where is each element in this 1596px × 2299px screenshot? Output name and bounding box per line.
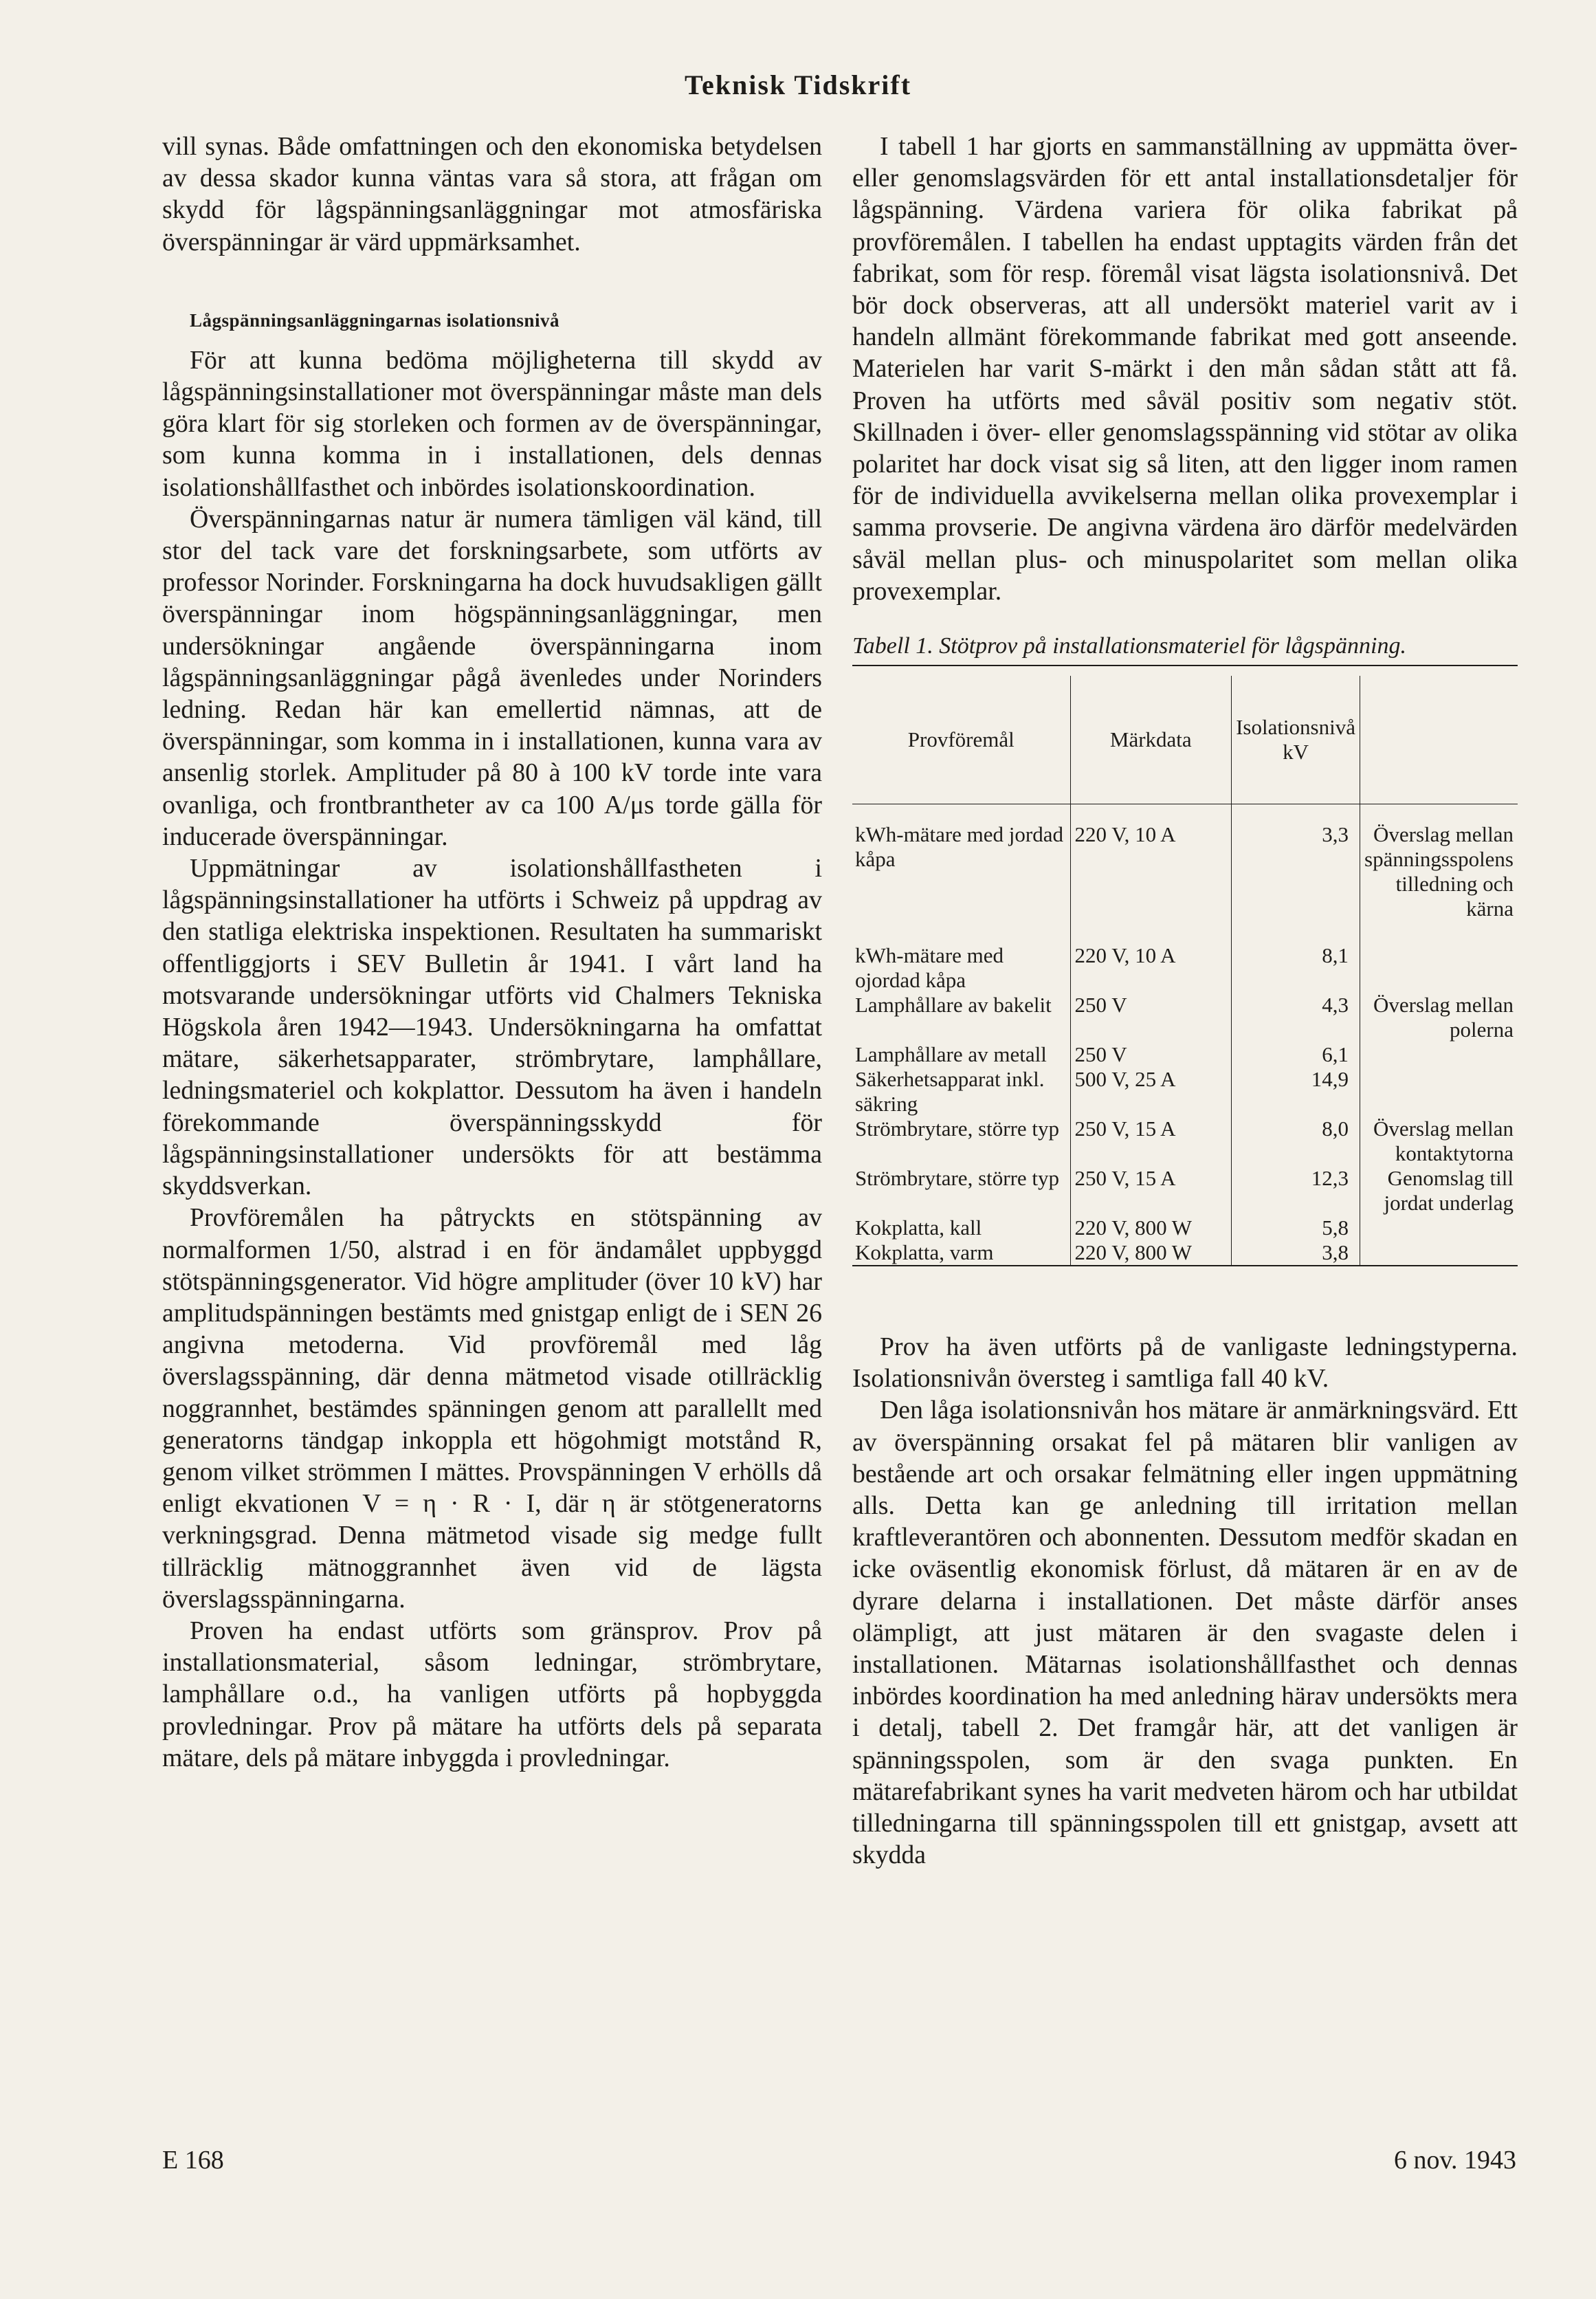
column-header: Provföremål <box>852 676 1070 804</box>
cell-note <box>1360 1042 1518 1067</box>
table-row <box>852 1216 1518 1240</box>
paragraph: Överspänningarnas natur är numera tämligen väl känd, till stor del tack vare det forskningsarbete, som utförts av professor Norinder. Forskningarna ha dock huvudsakligen gällt överspänningar inom högspänningsanläggningar, men undersökningar angående överspänningarna inom lågspänningsanläggningar pågå ävenledes under Norinders ledning. Redan här kan emellertid nämnas, att de överspänningar, som komma in i installationen, kunna vara av ansenlig storlek. Amplituder på 80 à 100 kV torde inte vara ovanliga, och frontbrantheter av ca 100 A/μs torde gälla för inducerade överspänningar. <box>162 504 822 851</box>
cell-object: Lamphållare av bakelit <box>855 993 1052 1018</box>
cell-level: 3,3 <box>1232 804 1360 922</box>
journal-title: Teknisk Tidskrift <box>684 69 912 100</box>
cell-object: Strömbrytare, större typ <box>855 1166 1060 1191</box>
cell-object: kWh-mätare med jordad kåpa <box>855 822 1063 872</box>
cell-rating: 220 V, 800 W <box>1070 1240 1232 1266</box>
table-row <box>852 993 1518 1042</box>
paragraph: I tabell 1 har gjorts en sammanställning av uppmätta över- eller genomslagsvärden för ett antal installationsdetaljer för lågspänning. Värdena variera för olika fabrikat på provföremålen. I tabellen ha endast upptagits värden från det fabrikat, som för resp. föremål visat lägsta isolationsnivå. Det bör dock observeras, att all undersökt materiel varit av i handeln allmänt förekommande fabrikat med gott anseende. Materielen har varit S-märkt i den mån sådan stått att få. Proven ha utförts med såväl positiv som negativ stöt. Skillnaden i över- eller genomslagsspänning vid stötar av olika polaritet har dock visat sig så liten, att den ligger inom ramen för de individuella avvikelserna mellan olika provexemplar i samma provserie. De angivna värdena äro därför medelvärden såväl mellan plus- och minuspolaritet som mellan olika provexemplar. <box>852 132 1518 606</box>
section-heading: Lågspänningsanläggningarnas isolationsnivå <box>190 309 559 331</box>
cell-note: Överslag mellan kontaktytorna <box>1360 1116 1518 1166</box>
right-column <box>852 131 1518 1871</box>
cell-level: 5,8 <box>1232 1216 1360 1240</box>
cell-level: 6,1 <box>1232 1042 1360 1067</box>
cell-rating: 220 V, 10 A <box>1070 804 1232 922</box>
cell-rating: 250 V, 15 A <box>1070 1116 1232 1166</box>
cell-level: 4,3 <box>1232 993 1360 1042</box>
cell-rating: 220 V, 10 A <box>1070 921 1232 993</box>
cell-object: Säkerhetsapparat inkl. säkring <box>855 1067 1045 1116</box>
cell-note <box>1360 921 1518 993</box>
paragraph: vill synas. Både omfattningen och den ekonomiska betydelsen av dessa skador kunna väntas vara så stora, att frågan om skydd för lågspänningsanläggningar mot atmosfäriska överspänningar är värd uppmärksamhet. <box>162 132 822 256</box>
cell-note <box>1360 1216 1518 1240</box>
table-header-row <box>852 676 1518 804</box>
cell-level: 3,8 <box>1232 1240 1360 1266</box>
cell-object: Lamphållare av metall <box>855 1042 1047 1067</box>
cell-rating: 250 V <box>1070 993 1232 1042</box>
cell-level: 14,9 <box>1232 1067 1360 1116</box>
table-row <box>852 921 1518 993</box>
column-header: Isolationsnivå kV <box>1232 676 1360 804</box>
cell-object: Kokplatta, kall <box>855 1216 982 1240</box>
cell-note <box>1360 1240 1518 1266</box>
paragraph: Prov ha även utförts på de vanligaste ledningstyperna. Isolationsnivån översteg i samtliga fall 40 kV. <box>852 1332 1518 1394</box>
cell-note: Överslag mellan spänningsspolens tilledning och kärna <box>1360 804 1518 922</box>
cell-level: 8,0 <box>1232 1116 1360 1166</box>
cell-note: Genomslag till jordat underlag <box>1360 1166 1518 1216</box>
paragraph: Proven ha endast utförts som gränsprov. Prov på installationsmaterial, såsom ledningar, strömbrytare, lamphållare o.d., ha vanligen utförts på hopbyggda provledningar. Prov på mätare ha utförts dels på separata mätare, dels på mätare inbyggda i provledningar. <box>162 1616 822 1772</box>
cell-rating: 220 V, 800 W <box>1070 1216 1232 1240</box>
cell-rating: 250 V, 15 A <box>1070 1166 1232 1216</box>
cell-level: 12,3 <box>1232 1166 1360 1216</box>
cell-object: Kokplatta, varm <box>855 1240 994 1265</box>
cell-note: Överslag mellan polerna <box>1360 993 1518 1042</box>
table-row <box>852 1116 1518 1166</box>
data-table <box>852 676 1518 1266</box>
table-row <box>852 1067 1518 1116</box>
cell-rating: 250 V <box>1070 1042 1232 1067</box>
left-column <box>162 131 822 1774</box>
cell-rating: 500 V, 25 A <box>1070 1067 1232 1116</box>
cell-object: Strömbrytare, större typ <box>855 1116 1060 1141</box>
issue-date: 6 nov. 1943 <box>1393 2146 1516 2175</box>
paragraph: Uppmätningar av isolationshållfastheten i lågspänningsinstallationer ha utförts i Schweiz på uppdrag av den statliga elektriska inspektionen. Resultaten ha summariskt offentliggjorts i SEV Bulletin år 1941. I vårt land ha motsvarande undersökningar utförts vid Chalmers Tekniska Högskola åren 1942—1943. Undersökningarna ha omfattat mätare, säkerhetsapparater, strömbrytare, lamphållare, ledningsmateriel och kokplattor. Dessutom ha även i handeln förekommande överspänningsskydd för lågspänningsinstallationer undersökts för att bestämma skyddsverkan. <box>162 854 822 1201</box>
table-row <box>852 1166 1518 1216</box>
paragraph: Den låga isolationsnivån hos mätare är anmärkningsvärd. Ett av överspänning orsakat fel på mätaren blir vanligen av bestående art och orsakar felmätning eller ingen uppmätning alls. Detta kan ge anledning till irritation mellan kraftleverantören och abonnenten. Dessutom medför skadan en icke oväsentlig ekonomisk förlust, då mätaren är en av de dyrare delarna i installationen. Det måste därför anses olämpligt, att just mätaren är den svagaste delen i installationen. Mätarnas isolationshållfasthet och dennas inbördes koordination ha med anledning härav undersökts mera i detalj, tabell 2. Det framgår här, att det vanligen är spänningsspolen, som är den svaga punkten. En mätarefabrikant synes ha varit medveten härom och har utbildat tilledningarna till spänningsspolen till ett gnistgap, avsett att skydda <box>852 1396 1518 1870</box>
table-row <box>852 804 1518 922</box>
paragraph: För att kunna bedöma möjligheterna till skydd av lågspänningsinstallationer mot överspänningar måste man dels göra klart för sig storleken och formen av de överspänningar, som kunna komma in i installationen, dels dennas isolationshållfasthet och inbördes isolationskoordination. <box>162 345 822 502</box>
table-row <box>852 1240 1518 1266</box>
cell-note <box>1360 1067 1518 1116</box>
page-number: E 168 <box>162 2146 224 2175</box>
column-header <box>1360 676 1518 804</box>
cell-level: 8,1 <box>1232 921 1360 993</box>
column-header: Märkdata <box>1070 676 1232 804</box>
table-title: Tabell 1. Stötprov på installationsmateriel för lågspänning. <box>852 632 1518 666</box>
cell-object: kWh-mätare med ojordad kåpa <box>855 943 1004 993</box>
paragraph: Provföremålen ha påtryckts en stötspänning av normalformen 1/50, alstrad i en för ändamålet uppbyggd stötspänningsgenerator. Vid högre amplituder (över 10 kV) har amplitudspänningen bestämts med gnistgap enligt de i SEN 26 angivna metoderna. Vid provföremål med låg överslagsspänning, där denna mätmetod visade otillräcklig noggrannhet, bestämdes spänningen genom att parallellt med generatorns tändgap inkoppla ett högohmigt motstånd R, genom vilket strömmen I mättes. Provspänningen V erhölls då enligt ekvationen V = η · R · I, där η är stötgeneratorns verkningsgrad. Denna mätmetod visade sig medge fullt tillräcklig mätnoggrannhet även vid de lägsta överslagsspänningarna. <box>162 1203 822 1614</box>
table-row <box>852 1042 1518 1067</box>
